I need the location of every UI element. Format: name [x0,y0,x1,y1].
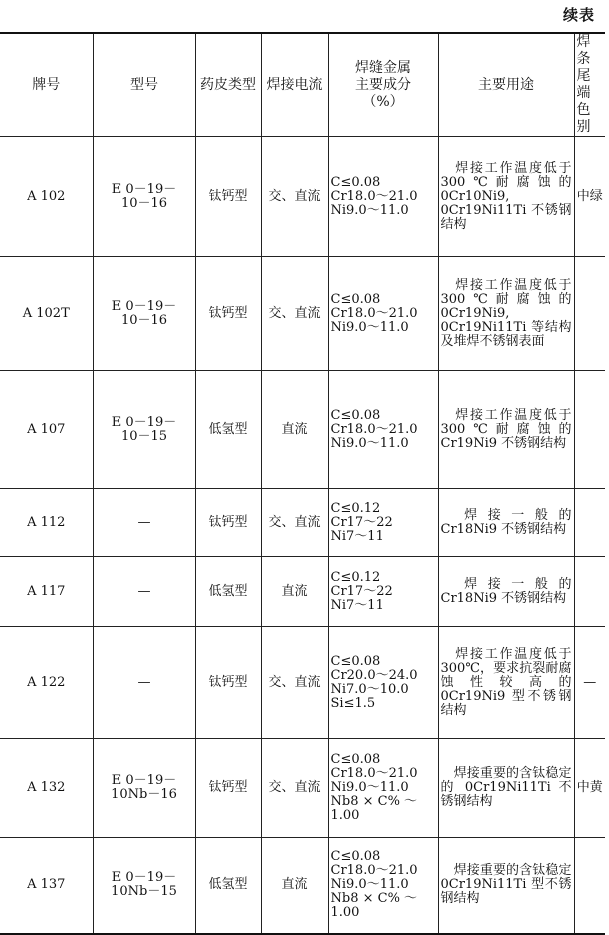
usage-cell: 焊接工作温度低于300℃耐腐蚀的 Cr19Ni9 不锈钢结构 [438,371,574,489]
coating-cell: 钛钙型 [195,137,261,257]
brand-cell: A 102T [0,257,93,371]
composition-cell: C≤0.08 Cr18.0～21.0 Ni9.0～11.0 [328,371,438,489]
electrode-table [0,32,605,935]
header-composition: 焊缝金属 主要成分 （%） [328,33,438,137]
usage-cell: 焊接重要的含钛稳定的 0Cr19Ni11Ti 不锈钢结构 [438,739,574,838]
coating-cell: 低氢型 [195,371,261,489]
color-cell [574,838,605,934]
table-row [0,257,605,371]
usage-cell: 焊接工作温度低于300℃耐腐蚀的0Cr19Ni9, 0Cr19Ni11Ti 等结构及堆焊不锈钢表面 [438,257,574,371]
brand-cell: A 117 [0,557,93,627]
brand-cell: A 107 [0,371,93,489]
table-row [0,557,605,627]
brand-cell: A 112 [0,489,93,557]
color-cell: — [574,627,605,739]
color-cell [574,557,605,627]
usage-cell: 焊接重要的含钛稳定 0Cr19Ni11Ti 型不锈钢结构 [438,838,574,934]
model-cell: E 0－19－ 10Nb－15 [93,838,195,934]
current-cell: 直流 [261,557,328,627]
header-usage: 主要用途 [438,33,574,137]
composition-cell: C≤0.08 Cr18.0～21.0 Ni9.0～11.0 [328,257,438,371]
composition-cell: C≤0.12 Cr17～22 Ni7～11 [328,489,438,557]
model-cell: E 0－19－ 10－16 [93,137,195,257]
composition-cell: C≤0.08 Cr18.0～21.0 Ni9.0～11.0 Nb8 × C% ～ 1.00 [328,838,438,934]
table-row [0,489,605,557]
model-cell: — [93,627,195,739]
brand-cell: A 122 [0,627,93,739]
header-coating: 药皮类型 [195,33,261,137]
model-cell: E 0－19－ 10Nb－16 [93,739,195,838]
color-cell [574,257,605,371]
color-cell [574,489,605,557]
current-cell: 交、直流 [261,137,328,257]
current-cell: 交、直流 [261,257,328,371]
brand-cell: A 102 [0,137,93,257]
model-cell: — [93,557,195,627]
header-color: 焊条 尾端 色别 [574,33,605,137]
current-cell: 交、直流 [261,489,328,557]
coating-cell: 钛钙型 [195,627,261,739]
composition-cell: C≤0.12 Cr17～22 Ni7～11 [328,557,438,627]
composition-cell: C≤0.08 Cr20.0～24.0 Ni7.0～10.0 Si≤1.5 [328,627,438,739]
coating-cell: 低氢型 [195,557,261,627]
brand-cell: A 137 [0,838,93,934]
header-model: 型号 [93,33,195,137]
composition-cell: C≤0.08 Cr18.0～21.0 Ni9.0～11.0 Nb8 × C% ～ 1.00 [328,739,438,838]
table-row [0,371,605,489]
model-cell: — [93,489,195,557]
table-row [0,627,605,739]
coating-cell: 钛钙型 [195,257,261,371]
color-cell: 中黄 [574,739,605,838]
continued-label: 续表 [562,6,595,24]
model-cell: E 0－19－ 10－16 [93,257,195,371]
table-row [0,838,605,934]
usage-cell: 焊接一般的 Cr18Ni9 不锈钢结构 [438,489,574,557]
current-cell: 直流 [261,371,328,489]
header-brand: 牌号 [0,33,93,137]
usage-cell: 焊接一般的 Cr18Ni9 不锈钢结构 [438,557,574,627]
table-row [0,739,605,838]
coating-cell: 钛钙型 [195,489,261,557]
usage-cell: 焊接工作温度低于300℃耐腐蚀的0Cr10Ni9, 0Cr19Ni11Ti 不锈钢结构 [438,137,574,257]
model-cell: E 0－19－ 10－15 [93,371,195,489]
coating-cell: 钛钙型 [195,739,261,838]
color-cell [574,371,605,489]
header-current: 焊接电流 [261,33,328,137]
usage-cell: 焊接工作温度低于 300℃，要求抗裂耐腐蚀性较高的 0Cr19Ni9 型不锈钢结构 [438,627,574,739]
table-row [0,137,605,257]
current-cell: 交、直流 [261,627,328,739]
color-cell: 中绿 [574,137,605,257]
composition-cell: C≤0.08 Cr18.0～21.0 Ni9.0～11.0 [328,137,438,257]
current-cell: 交、直流 [261,739,328,838]
coating-cell: 低氢型 [195,838,261,934]
brand-cell: A 132 [0,739,93,838]
header-row [0,33,605,137]
current-cell: 直流 [261,838,328,934]
